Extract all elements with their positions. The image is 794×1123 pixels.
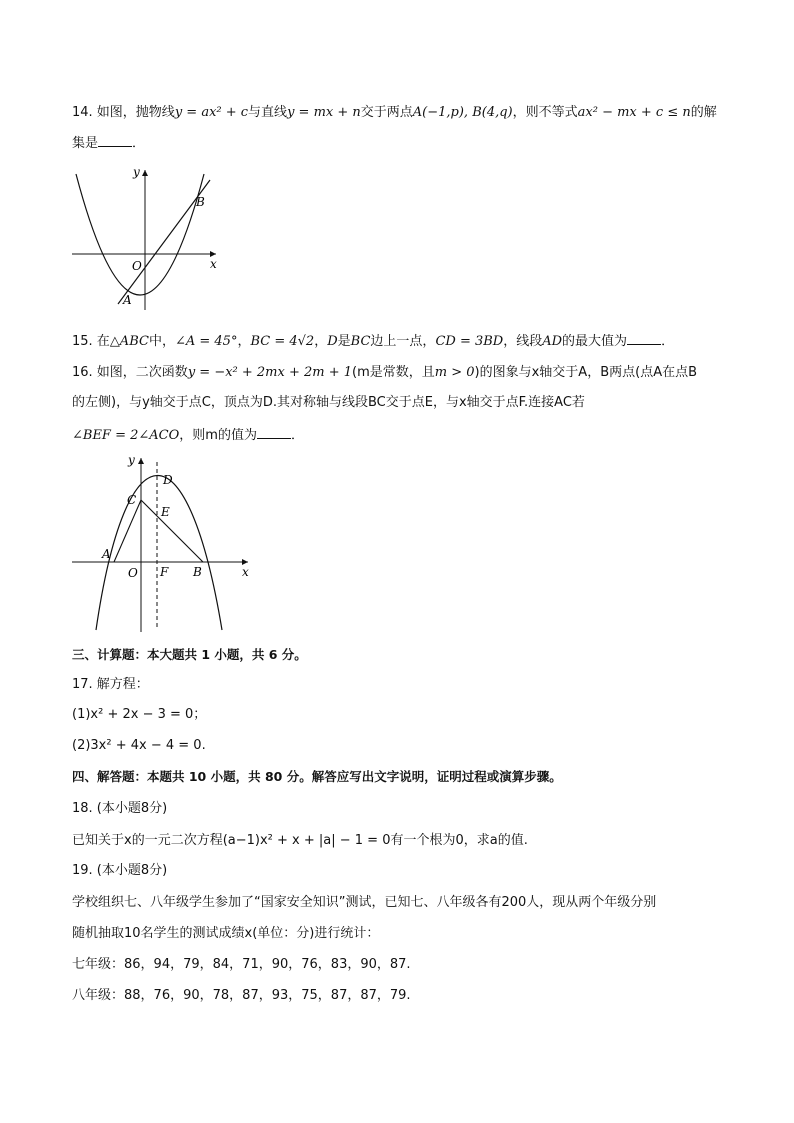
point-b-label: B xyxy=(196,195,205,209)
q14-figure xyxy=(66,162,226,312)
q15-text: 15. 在 xyxy=(72,334,110,349)
point-f-label: F xyxy=(160,565,169,579)
point-d-label: D xyxy=(163,473,173,487)
q19-grade7-scores: 七年级：86，94，79，84，71，90，76，83，90，87. xyxy=(72,957,411,972)
q16-figure xyxy=(66,452,256,634)
x-label: x xyxy=(242,565,249,579)
section-3-heading: 三、计算题：本大题共 1 小题，共 6 分。 xyxy=(72,647,307,662)
q16-line2: 的左侧)，与y轴交于点C，顶点为D.其对称轴与线段BC交于点E，与x轴交于点F.连接AC若 xyxy=(72,395,585,410)
q19-line1: 学校组织七、八年级学生参加了“国家安全知识”测试，已知七、八年级各有200人，现从两个年级分别 xyxy=(72,895,657,910)
section-4-heading: 四、解答题：本题共 10 小题，共 80 分。解答应写出文字说明，证明过程或演算步骤。 xyxy=(72,769,562,784)
q16-angle-eq: ∠BEF = 2∠ACO xyxy=(72,428,180,443)
q15-text: ， xyxy=(314,334,328,349)
q14-parabola-eq: y = ax² + c xyxy=(174,105,249,120)
q15-text: 边上一点， xyxy=(370,334,436,349)
q19-title: 19. (本小题8分) xyxy=(72,863,168,878)
q14-points: A(−1,p), B(4,q) xyxy=(412,105,513,120)
q15-angle: ∠A = 45° xyxy=(174,334,238,349)
y-arrow xyxy=(138,458,144,464)
point-a-label: A xyxy=(123,293,132,307)
q18-title: 18. (本小题8分) xyxy=(72,801,168,816)
answer-blank xyxy=(627,332,661,345)
q17-title: 17. 解方程： xyxy=(72,677,149,692)
q15-segment: BC xyxy=(350,334,371,349)
q16-text: (m是常数，且 xyxy=(352,365,435,380)
x-label: x xyxy=(210,257,217,271)
y-label: y xyxy=(133,165,140,179)
q14-text: 的解 xyxy=(690,105,717,120)
q14-text: ，则不等式 xyxy=(512,105,578,120)
q15-line xyxy=(72,332,674,351)
q19-grade8-scores: 八年级：88，76，90，78，87，93，75，87，87，79. xyxy=(72,988,411,1003)
q14-text: ． xyxy=(132,136,146,151)
q15-text: ， xyxy=(237,334,251,349)
q14-text: 集是 xyxy=(72,136,99,151)
q15-segment: AD xyxy=(542,334,563,349)
point-a-label: A xyxy=(102,547,111,561)
q14-text: 与直线 xyxy=(248,105,288,120)
y-label: y xyxy=(128,453,135,467)
q17-part2: (2)3x² + 4x − 4 = 0. xyxy=(72,738,206,753)
q15-text: 的最大值为 xyxy=(562,334,628,349)
q16-line1 xyxy=(72,364,697,382)
q14-line-eq: y = mx + n xyxy=(287,105,361,120)
point-e-label: E xyxy=(161,505,170,519)
q15-text: 是 xyxy=(337,334,351,349)
origin-label: O xyxy=(128,566,138,580)
q15-bc: BC = 4√2 xyxy=(250,334,315,349)
q14-text: 14. 如图，抛物线 xyxy=(72,105,175,120)
q14-line2 xyxy=(72,134,145,153)
q16-text: ． xyxy=(290,428,304,443)
q14-text: 交于两点 xyxy=(360,105,413,120)
point-b-label: B xyxy=(193,565,202,579)
q16-line3 xyxy=(72,426,304,445)
q14-inequality: ax² − mx + c ≤ n xyxy=(577,105,691,120)
y-arrow xyxy=(142,170,148,176)
q15-cd: CD = 3BD xyxy=(435,334,504,349)
q14-line1 xyxy=(72,104,717,122)
q18-text: 已知关于x的一元二次方程(a−1)x² + x + |a| − 1 = 0有一个根为0，求a的值. xyxy=(72,833,528,848)
answer-blank xyxy=(257,426,291,439)
answer-blank xyxy=(98,134,132,147)
q19-line2: 随机抽取10名学生的测试成绩x(单位：分)进行统计： xyxy=(72,926,380,941)
q15-text: ． xyxy=(661,334,675,349)
q15-text: ，线段 xyxy=(503,334,543,349)
q15-point: D xyxy=(327,334,338,349)
parabola xyxy=(96,476,222,631)
parabola xyxy=(76,174,204,295)
segment-bc xyxy=(141,500,203,562)
q17-part1: (1)x² + 2x − 3 = 0； xyxy=(72,707,207,722)
q16-text: )的图象与x轴交于A，B两点(点A在点B xyxy=(474,365,698,380)
q15-triangle: △ABC xyxy=(109,334,149,349)
q15-text: 中， xyxy=(148,334,175,349)
q16-text: 16. 如图，二次函数 xyxy=(72,365,188,380)
q16-text: ，则m的值为 xyxy=(179,428,257,443)
q16-equation: y = −x² + 2mx + 2m + 1 xyxy=(187,365,353,380)
origin-label: O xyxy=(132,259,142,273)
q16-condition: m > 0 xyxy=(434,365,475,380)
point-c-label: C xyxy=(127,493,137,507)
segment-ac xyxy=(114,500,141,562)
